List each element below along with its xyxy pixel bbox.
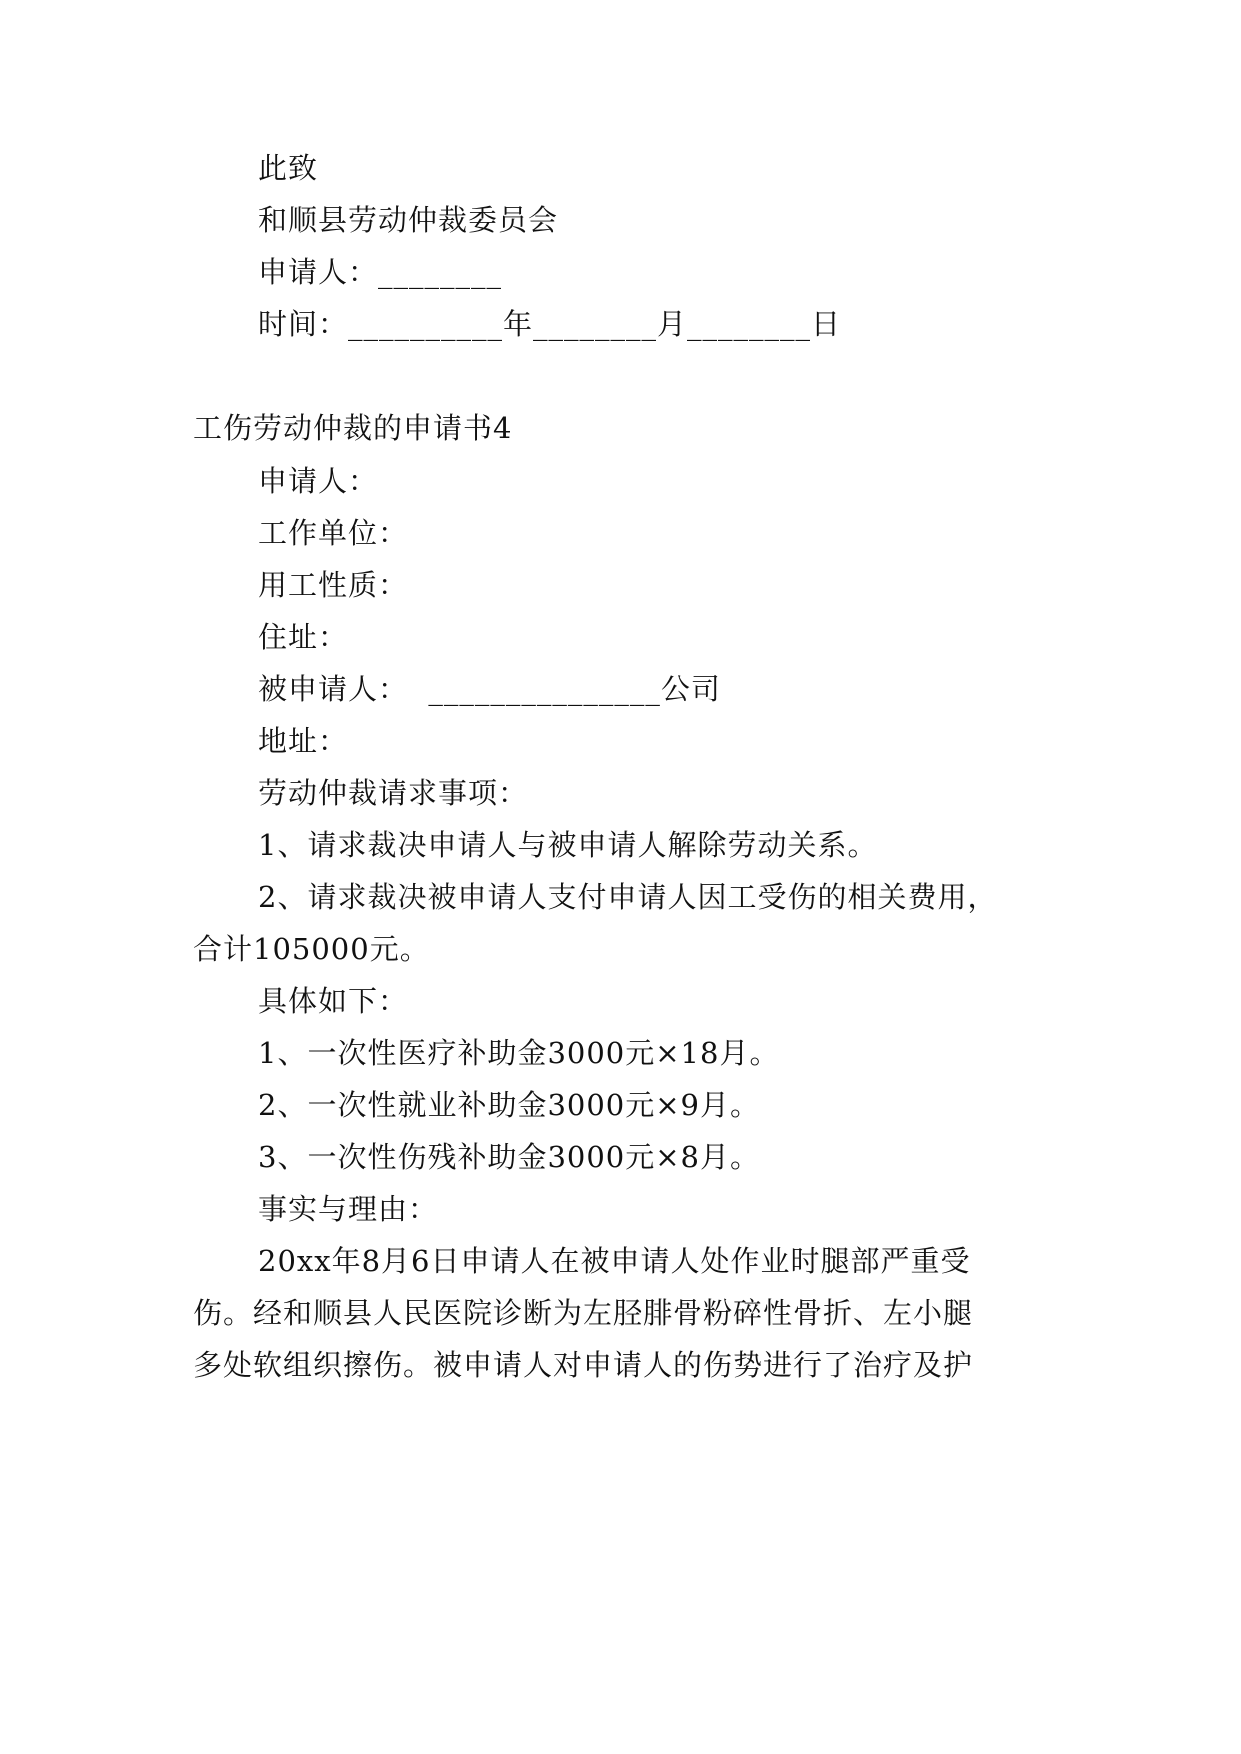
details-heading: 具体如下： (258, 984, 409, 1018)
field-address: 住址： (258, 620, 349, 654)
closing-applicant-line: 申请人：________ (258, 255, 503, 289)
claim-item-2-line2: 合计105000元。 (193, 932, 430, 966)
facts-paragraph-line2: 伤。经和顺县人民医院诊断为左胫腓骨粉碎性骨折、左小腿 (193, 1296, 974, 1330)
claims-heading: 劳动仲裁请求事项： (258, 776, 529, 810)
facts-heading: 事实与理由： (258, 1192, 439, 1226)
detail-item-1: 1、一次性医疗补助金3000元×18月。 (258, 1036, 780, 1070)
closing-recipient: 和顺县劳动仲裁委员会 (258, 203, 559, 237)
field-work-unit: 工作单位： (258, 516, 409, 550)
detail-item-2: 2、一次性就业补助金3000元×9月。 (258, 1088, 761, 1122)
field-respondent-address: 地址： (258, 724, 349, 758)
field-employment-type: 用工性质： (258, 568, 409, 602)
claim-item-1: 1、请求裁决申请人与被申请人解除劳动关系。 (258, 828, 878, 862)
field-respondent: 被申请人： _______________公司 (258, 672, 721, 706)
section-title: 工伤劳动仲裁的申请书4 (193, 411, 513, 445)
field-applicant: 申请人： (258, 464, 379, 498)
facts-paragraph-line3: 多处软组织擦伤。被申请人对申请人的伤势进行了治疗及护 (193, 1348, 974, 1382)
detail-item-3: 3、一次性伤残补助金3000元×8月。 (258, 1140, 761, 1174)
closing-date-line: 时间：__________年________月________日 (258, 307, 842, 341)
closing-salutation: 此致 (258, 151, 319, 185)
claim-item-2-line1: 2、请求裁决被申请人支付申请人因工受伤的相关费用， (258, 880, 998, 914)
facts-paragraph-line1: 20xx年8月6日申请人在被申请人处作业时腿部严重受 (258, 1244, 971, 1278)
